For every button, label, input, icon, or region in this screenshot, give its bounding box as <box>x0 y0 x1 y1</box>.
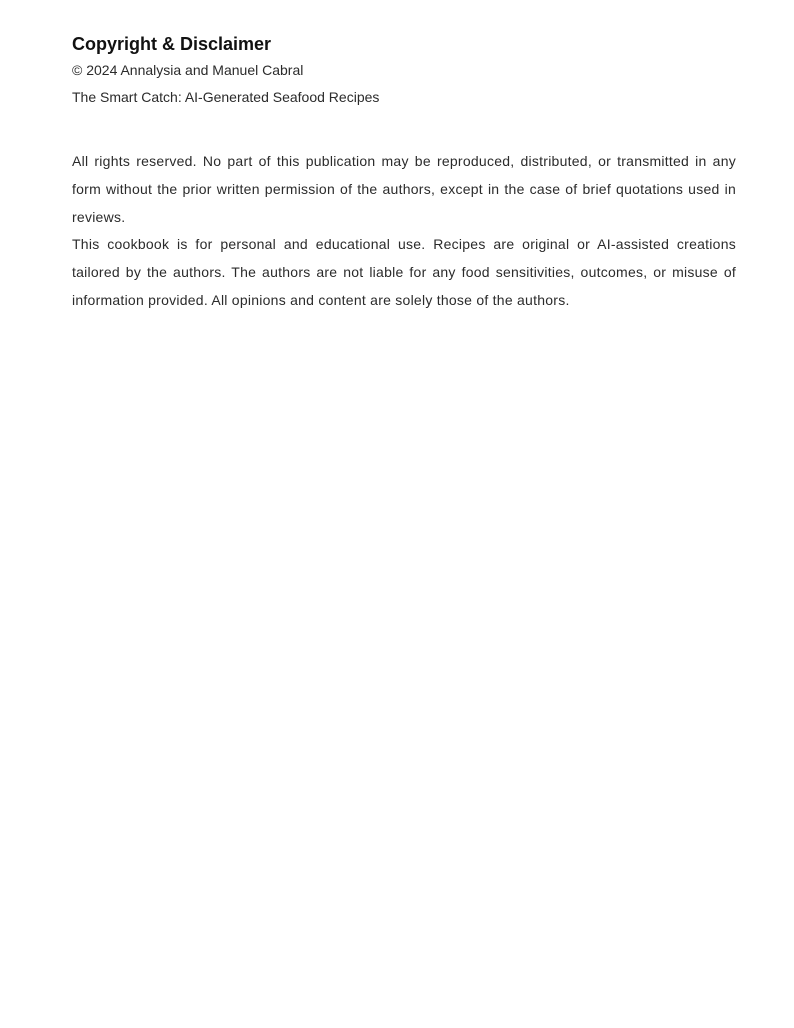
disclaimer-paragraph: This cookbook is for personal and educational use. Recipes are original or AI-assisted creations tailored by the authors. The authors are not liable for any food sensitivities, outcomes, or misuse of information provided. All opinions and content are solely those of the authors. <box>72 236 736 308</box>
copyright-line: © 2024 Annalysia and Manuel Cabral <box>72 62 304 78</box>
book-title: The Smart Catch: AI-Generated Seafood Recipes <box>72 89 380 105</box>
rights-paragraph: All rights reserved. No part of this publication may be reproduced, distributed, or transmitted in any form without the prior written permission of the authors, except in the case of brief quotations used in reviews. <box>72 153 736 225</box>
page-title: Copyright & Disclaimer <box>72 34 272 54</box>
